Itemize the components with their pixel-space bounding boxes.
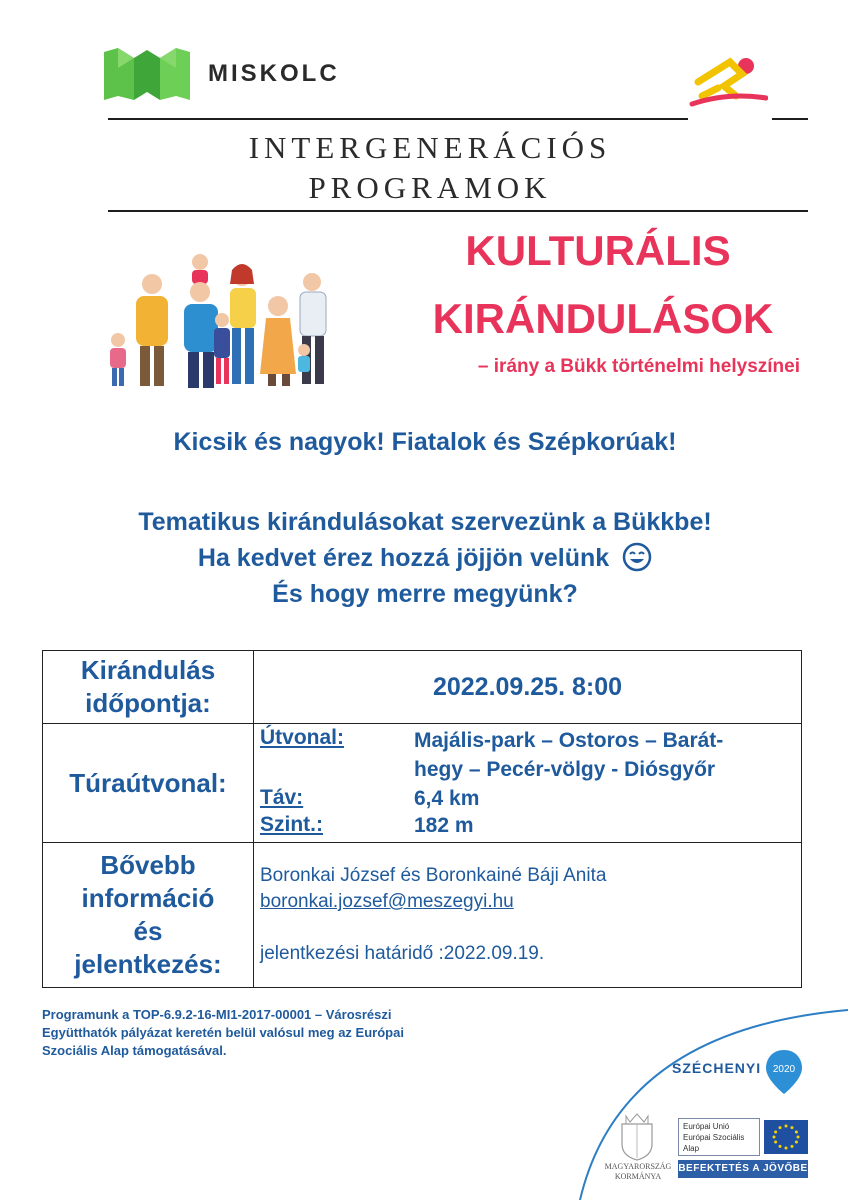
eu-label-line3: Alap bbox=[683, 1144, 700, 1153]
intro-line3-wrap bbox=[40, 540, 810, 576]
eu-flag-icon bbox=[764, 1120, 808, 1154]
registration-deadline: jelentkezési határidő :2022.09.19. bbox=[260, 943, 545, 964]
info-label-line4: jelentkezés: bbox=[74, 949, 222, 979]
distance-value: 6,4 km bbox=[414, 787, 480, 810]
date-label-cell bbox=[43, 651, 254, 724]
program-title-line1: INTERGENERÁCIÓS bbox=[248, 130, 612, 165]
level-value: 182 m bbox=[414, 814, 474, 837]
szechenyi-logo-text: SZÉCHENYI bbox=[672, 1060, 762, 1076]
eu-label-line1: Európai Unió bbox=[683, 1122, 730, 1131]
table-row-route bbox=[43, 724, 802, 843]
hungarian-crest-icon bbox=[612, 1110, 662, 1162]
table-row-contact bbox=[43, 843, 802, 988]
distance-key: Táv: bbox=[260, 786, 304, 809]
funding-note bbox=[42, 1006, 512, 1060]
contact-names: Boronkai József és Boronkainé Báji Anita bbox=[260, 865, 607, 886]
date-label-line1: Kirándulás bbox=[80, 655, 216, 685]
route-details-cell bbox=[254, 724, 802, 843]
table-row-date bbox=[43, 651, 802, 724]
info-label-line3: és bbox=[133, 916, 163, 946]
header-rule-short bbox=[772, 118, 808, 120]
funding-line3: Szociális Alap támogatásával. bbox=[42, 1043, 227, 1058]
header-rule bbox=[108, 118, 688, 120]
route-key: Útvonal: bbox=[260, 726, 344, 749]
eu-label-line2: Európai Szociális bbox=[683, 1133, 745, 1142]
funding-line1: Programunk a TOP-6.9.2-16-MI1-2017-00001 – Városrészi bbox=[42, 1007, 392, 1022]
event-title-line1: KULTURÁLIS bbox=[465, 227, 731, 274]
eu-fund-label bbox=[678, 1118, 760, 1156]
intro-line3: Ha kedvet érez hozzá jöjjön velünk bbox=[197, 544, 610, 572]
program-title bbox=[130, 128, 730, 208]
funding-line2: Együtthatók pályázat keretén belül valósul meg az Európai bbox=[42, 1025, 404, 1040]
date-label-line2: időpontja: bbox=[85, 688, 211, 718]
miskolc-logo-icon bbox=[104, 48, 190, 100]
trip-info-table bbox=[42, 650, 802, 988]
info-label-cell bbox=[43, 843, 254, 988]
government-label bbox=[590, 1162, 686, 1182]
event-title-line2: KIRÁNDULÁSOK bbox=[432, 295, 774, 342]
skater-icon bbox=[688, 52, 768, 114]
brand-name: MISKOLC bbox=[208, 60, 340, 87]
szechenyi-year: 2020 bbox=[772, 1064, 796, 1075]
info-label-line1: Bővebb bbox=[100, 850, 196, 880]
route-label: Túraútvonal: bbox=[43, 724, 254, 843]
smiley-icon bbox=[622, 542, 652, 572]
contact-email-link[interactable]: boronkai.jozsef@meszegyi.hu bbox=[260, 891, 514, 912]
title-rule bbox=[108, 210, 808, 212]
contact-details bbox=[254, 843, 801, 987]
intro-line2: Tematikus kirándulásokat szervezünk a Bükkbe! bbox=[138, 508, 712, 536]
trip-date: 2022.09.25. 8:00 bbox=[254, 651, 802, 724]
government-label-line1: MAGYARORSZÁG bbox=[604, 1162, 672, 1171]
intro-tagline: Kicsik és nagyok! Fiatalok és Szépkorúak! bbox=[173, 428, 677, 456]
event-subtitle: – irány a Bükk történelmi helyszínei bbox=[477, 356, 800, 377]
intro-line4: És hogy merre megyünk? bbox=[272, 580, 578, 608]
program-title-line2: PROGRAMOK bbox=[308, 170, 552, 205]
route-details bbox=[254, 724, 801, 842]
investment-slogan: BEFEKTETÉS A JÖVŐBE bbox=[678, 1160, 808, 1178]
family-illustration bbox=[100, 244, 340, 394]
route-value-line2: hegy – Pecér-völgy - Diósgyőr bbox=[414, 758, 716, 781]
route-value-line1: Majális-park – Ostoros – Barát- bbox=[414, 729, 724, 752]
intro-paragraph bbox=[40, 504, 810, 612]
level-key: Szint.: bbox=[260, 813, 323, 836]
contact-cell bbox=[254, 843, 802, 988]
government-label-line2: KORMÁNYA bbox=[614, 1172, 662, 1181]
info-label-line2: információ bbox=[81, 883, 215, 913]
szechenyi-pin-icon bbox=[764, 1048, 804, 1096]
